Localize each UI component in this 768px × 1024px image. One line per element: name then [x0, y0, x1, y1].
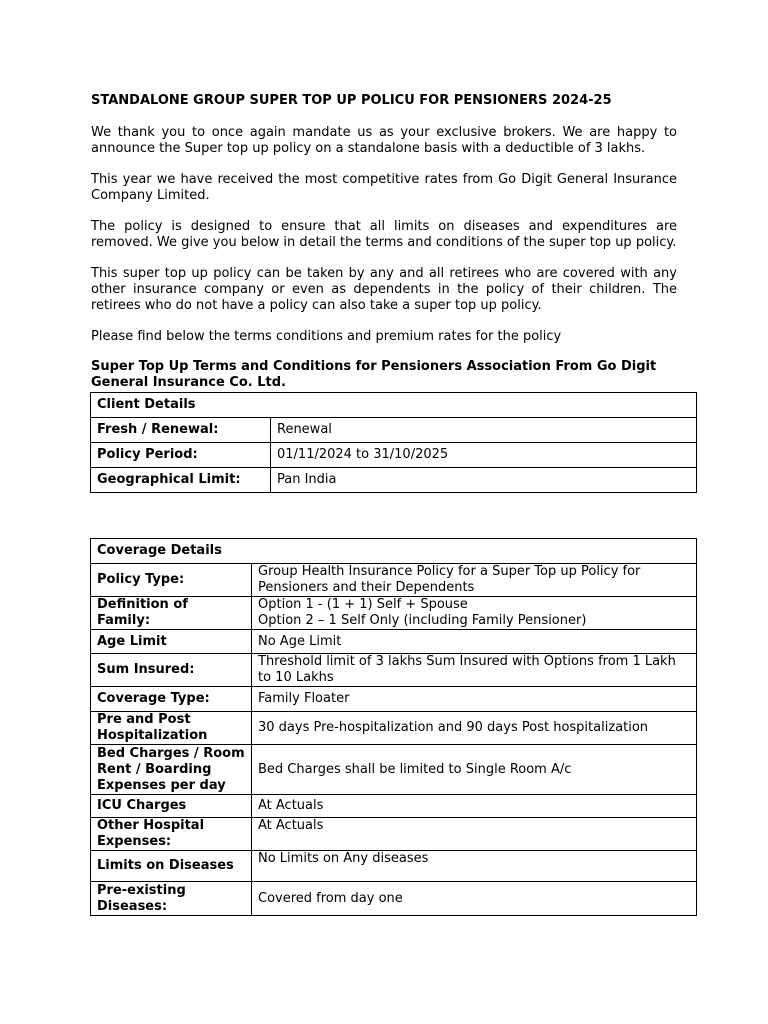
table-row	[91, 654, 697, 687]
row-label: Fresh / Renewal:	[91, 418, 271, 443]
row-label: Other Hospital Expenses:	[91, 818, 252, 851]
table-header-row	[91, 539, 697, 564]
row-value: Pan India	[271, 468, 697, 493]
table-row	[91, 418, 697, 443]
table-row	[91, 851, 697, 882]
row-value: No Age Limit	[252, 630, 697, 654]
row-label: Policy Type:	[91, 564, 252, 597]
paragraph-find-below: Please find below the terms conditions and premium rates for the policy	[91, 329, 562, 344]
row-value: At Actuals	[252, 795, 697, 818]
row-value: Covered from day one	[252, 882, 697, 916]
row-label: Definition of Family:	[91, 597, 252, 630]
table-row	[91, 745, 697, 795]
row-label: Pre and Post Hospitalization	[91, 712, 252, 745]
coverage-details-header: Coverage Details	[91, 539, 697, 564]
table-row	[91, 597, 697, 630]
row-value: Bed Charges shall be limited to Single Room A/c	[252, 745, 697, 795]
row-value: Threshold limit of 3 lakhs Sum Insured with Options from 1 Lakh to 10 Lakhs	[252, 654, 697, 687]
document-title: STANDALONE GROUP SUPER TOP UP POLICU FOR PENSIONERS 2024-25	[91, 93, 612, 108]
row-value: 01/11/2024 to 31/10/2025	[271, 443, 697, 468]
paragraph-policy-design: The policy is designed to ensure that all limits on diseases and expenditures are removed. We give you below in detail the terms and conditions of the super top up policy.	[91, 219, 677, 250]
section-heading: Super Top Up Terms and Conditions for Pensioners Association From Go Digit General Insurance Co. Ltd.	[91, 359, 657, 390]
coverage-details-table	[90, 538, 697, 916]
row-label: Coverage Type:	[91, 687, 252, 712]
table-row	[91, 795, 697, 818]
table-row	[91, 712, 697, 745]
table-row	[91, 564, 697, 597]
paragraph-rates: This year we have received the most competitive rates from Go Digit General Insurance Company Limited.	[91, 172, 677, 203]
table-row	[91, 818, 697, 851]
row-label: Age Limit	[91, 630, 252, 654]
row-value: Renewal	[271, 418, 697, 443]
family-option-1: Option 1 - (1 + 1) Self + Spouse	[258, 597, 468, 612]
row-label: ICU Charges	[91, 795, 252, 818]
row-label: Policy Period:	[91, 443, 271, 468]
table-row	[91, 630, 697, 654]
family-option-2: Option 2 – 1 Self Only (including Family Pensioner)	[258, 613, 587, 628]
table-row	[91, 687, 697, 712]
row-value: At Actuals	[252, 818, 697, 851]
row-value	[252, 597, 697, 630]
table-row	[91, 882, 697, 916]
row-value: 30 days Pre-hospitalization and 90 days Post hospitalization	[252, 712, 697, 745]
client-details-table	[90, 392, 697, 493]
row-label: Sum Insured:	[91, 654, 252, 687]
paragraph-eligibility: This super top up policy can be taken by any and all retirees who are covered with any other insurance company or even as dependents in the policy of their children. The retirees who do not have a policy can also take a super top up policy.	[91, 266, 677, 313]
row-value: Family Floater	[252, 687, 697, 712]
paragraph-intro: We thank you to once again mandate us as your exclusive brokers. We are happy to announce the Super top up policy on a standalone basis with a deductible of 3 lakhs.	[91, 125, 677, 156]
row-value: Group Health Insurance Policy for a Super Top up Policy for Pensioners and their Dependents	[252, 564, 697, 597]
row-label: Geographical Limit:	[91, 468, 271, 493]
row-label: Pre-existing Diseases:	[91, 882, 252, 916]
table-header-row	[91, 393, 697, 418]
row-value: No Limits on Any diseases	[252, 851, 697, 882]
row-label: Bed Charges / Room Rent / Boarding Expenses per day	[91, 745, 252, 795]
table-row	[91, 468, 697, 493]
client-details-header: Client Details	[91, 393, 697, 418]
table-row	[91, 443, 697, 468]
row-label: Limits on Diseases	[91, 851, 252, 882]
